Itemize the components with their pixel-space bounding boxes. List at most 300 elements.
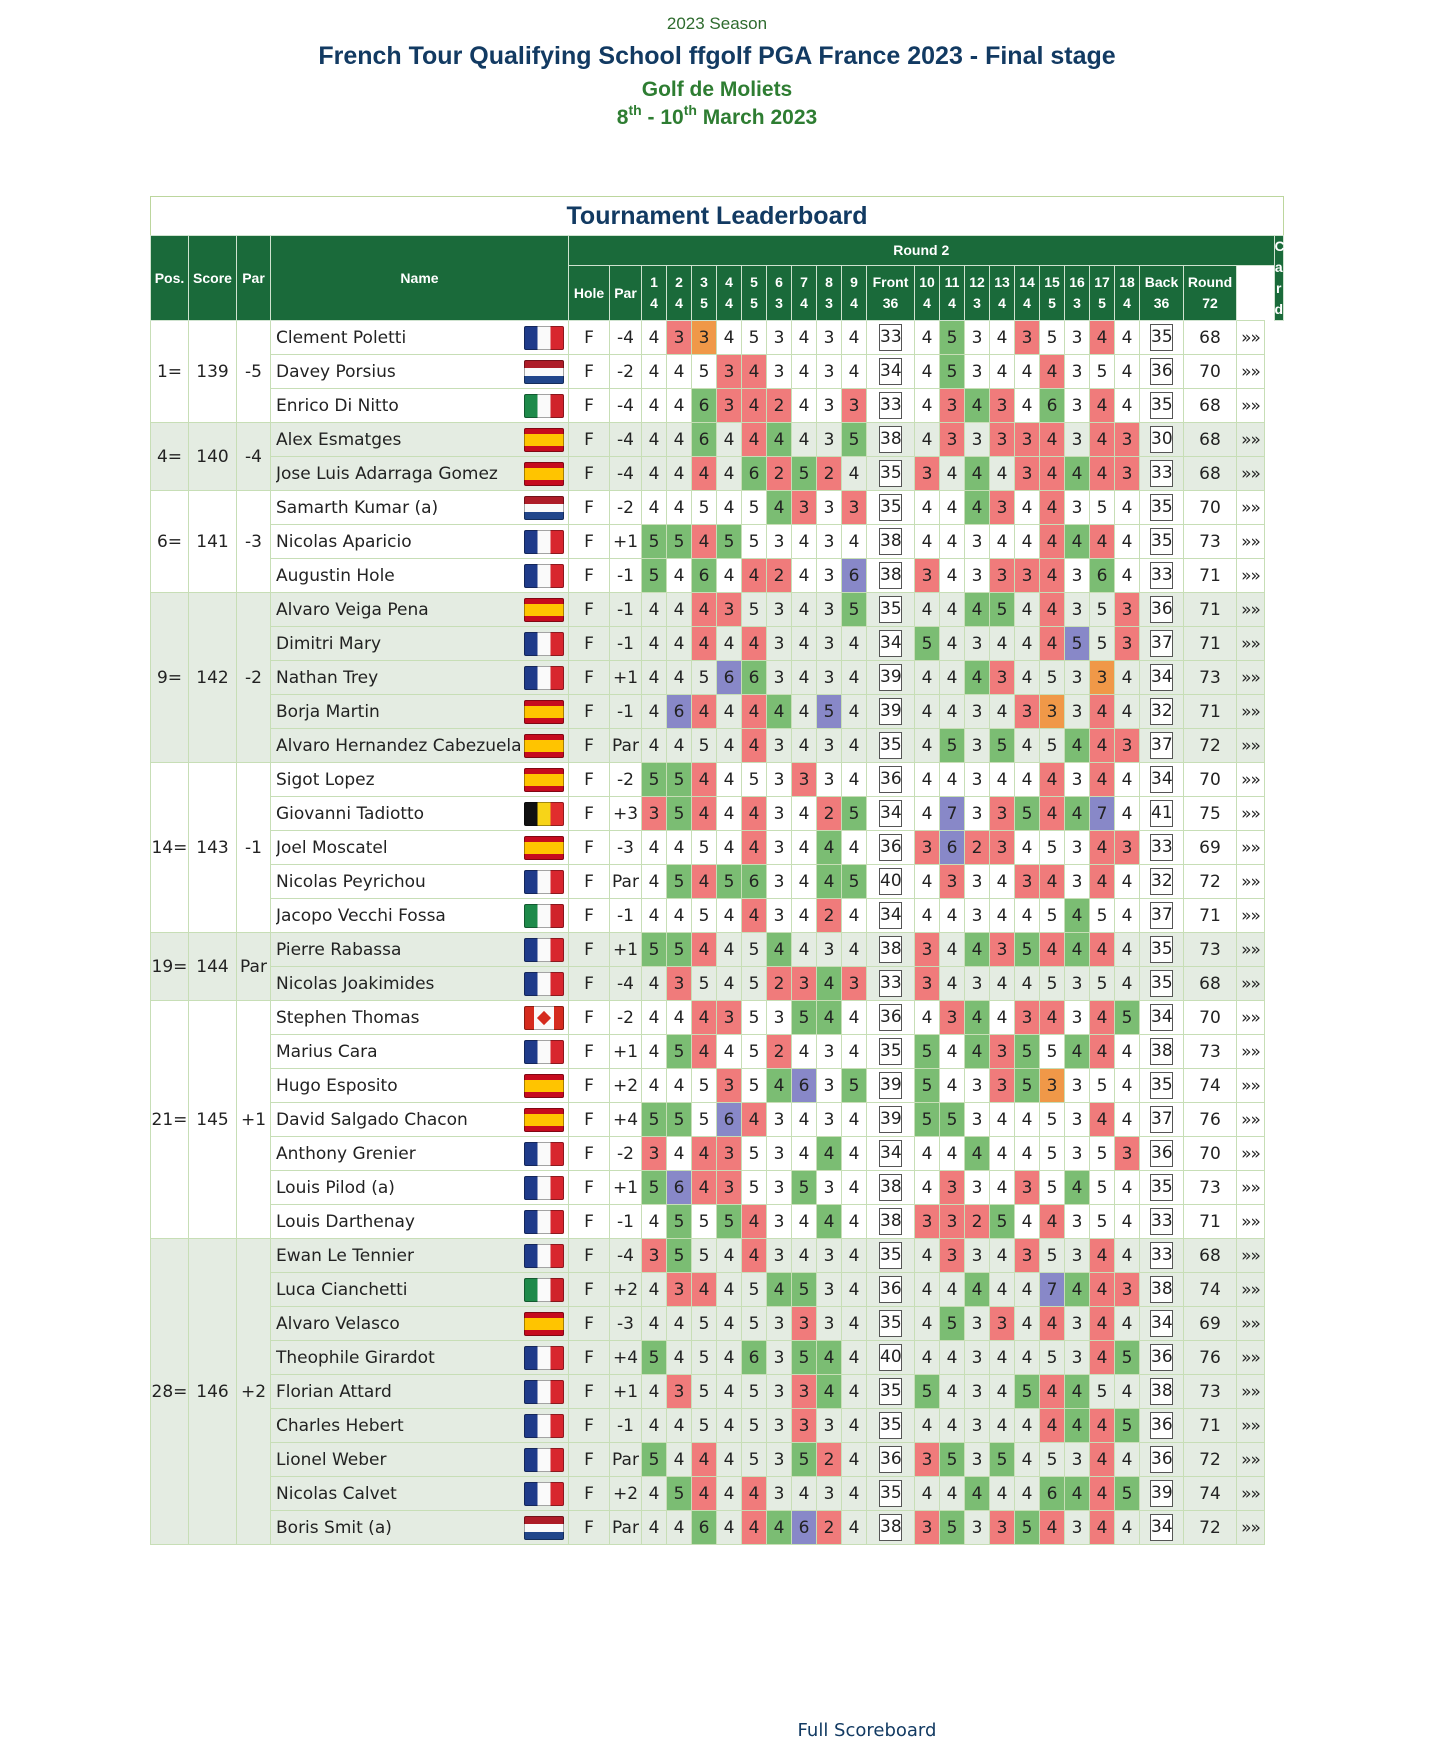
- hole-score: 3: [767, 593, 792, 627]
- player-name[interactable]: Florian Attard: [271, 1375, 569, 1409]
- hole-score: 4: [915, 1239, 940, 1273]
- player-name[interactable]: Nicolas Aparicio: [271, 525, 569, 559]
- round-to-par: -1: [610, 1205, 642, 1239]
- col-pos: Pos.: [151, 236, 189, 321]
- hole-score: 5: [817, 695, 842, 729]
- hole-score: 3: [817, 763, 842, 797]
- flag-nl-icon: [524, 1516, 564, 1540]
- hole-score: 4: [990, 1239, 1015, 1273]
- player-row[interactable]: [151, 1001, 1284, 1035]
- hole-score: 4: [1115, 1103, 1140, 1137]
- scorecard-link[interactable]: »»: [1237, 1103, 1265, 1137]
- hole-score: 4: [717, 491, 742, 525]
- scorecard-link[interactable]: »»: [1237, 1409, 1265, 1443]
- player-name[interactable]: Enrico Di Nitto: [271, 389, 569, 423]
- hole-score: 3: [1065, 593, 1090, 627]
- hole-score: 5: [667, 1035, 692, 1069]
- hole-score: 6: [692, 389, 717, 423]
- scorecard-link[interactable]: »»: [1237, 1137, 1265, 1171]
- hole-score: 6: [717, 661, 742, 695]
- hole-score: 5: [642, 933, 667, 967]
- player-row[interactable]: [151, 1137, 1284, 1171]
- scorecard-link[interactable]: »»: [1237, 1001, 1265, 1035]
- round-to-par: +1: [610, 1375, 642, 1409]
- hole-score: 3: [965, 763, 990, 797]
- hole-score: 4: [1065, 899, 1090, 933]
- player-row[interactable]: [151, 1239, 1284, 1273]
- hole-score: 4: [940, 1137, 965, 1171]
- scorecard-link[interactable]: »»: [1237, 763, 1265, 797]
- scorecard-link[interactable]: »»: [1237, 627, 1265, 661]
- hole-score: 3: [767, 321, 792, 355]
- player-name[interactable]: David Salgado Chacon: [271, 1103, 569, 1137]
- hole-score: 4: [642, 1035, 667, 1069]
- hole-score: 4: [1040, 797, 1065, 831]
- player-row[interactable]: [151, 797, 1284, 831]
- scorecard-link[interactable]: »»: [1237, 831, 1265, 865]
- hole-status: F: [569, 661, 610, 695]
- hole-score: 4: [1040, 1375, 1065, 1409]
- hole-score: 4: [1115, 1375, 1140, 1409]
- player-name[interactable]: Joel Moscatel: [271, 831, 569, 865]
- hole-score: 3: [642, 1137, 667, 1171]
- back-nine-total: 33: [1140, 457, 1184, 491]
- hole-score: 5: [742, 1137, 767, 1171]
- hole-score: 4: [767, 423, 792, 457]
- flag-fr-icon: [524, 870, 564, 894]
- hole-score: 3: [817, 525, 842, 559]
- hole-score: 5: [792, 457, 817, 491]
- player-name[interactable]: Stephen Thomas: [271, 1001, 569, 1035]
- hole-score: 6: [792, 1511, 817, 1545]
- player-row[interactable]: [151, 423, 1284, 457]
- position: 1=: [151, 321, 189, 423]
- back-nine-total: 38: [1140, 1375, 1184, 1409]
- hole-score: 5: [742, 967, 767, 1001]
- hole-score: 4: [792, 593, 817, 627]
- player-row[interactable]: [151, 593, 1284, 627]
- player-row[interactable]: [151, 321, 1284, 355]
- hole-score: 3: [1015, 1001, 1040, 1035]
- player-name[interactable]: Boris Smit (a): [271, 1511, 569, 1545]
- hole-score: 3: [642, 1239, 667, 1273]
- scorecard-link[interactable]: »»: [1237, 321, 1265, 355]
- hole-score: 3: [915, 1443, 940, 1477]
- scorecard-link[interactable]: »»: [1237, 1307, 1265, 1341]
- hole-score: 4: [642, 1409, 667, 1443]
- hole-score: 3: [965, 627, 990, 661]
- scorecard-link[interactable]: »»: [1237, 1205, 1265, 1239]
- player-name[interactable]: Alvaro Veiga Pena: [271, 593, 569, 627]
- flag-fr-icon: [524, 1176, 564, 1200]
- player-row[interactable]: [151, 1307, 1284, 1341]
- hole-score: 3: [965, 797, 990, 831]
- player-row[interactable]: [151, 1511, 1284, 1545]
- hole-score: 4: [990, 627, 1015, 661]
- hole-score: 4: [1090, 933, 1115, 967]
- hole-score: 3: [767, 831, 792, 865]
- scorecard-link[interactable]: »»: [1237, 865, 1265, 899]
- round-to-par: -4: [610, 321, 642, 355]
- hole-score: 5: [1040, 967, 1065, 1001]
- hole-score: 5: [940, 355, 965, 389]
- scorecard-link[interactable]: »»: [1237, 423, 1265, 457]
- scorecard-link[interactable]: »»: [1237, 899, 1265, 933]
- hole-score: 4: [692, 1001, 717, 1035]
- hole-score: 4: [692, 797, 717, 831]
- hole-score: 4: [642, 967, 667, 1001]
- hole-score: 3: [965, 695, 990, 729]
- hole-score: 4: [767, 1511, 792, 1545]
- scorecard-link[interactable]: »»: [1237, 1273, 1265, 1307]
- hole-score: 4: [717, 423, 742, 457]
- hole-score: 5: [742, 321, 767, 355]
- round-to-par: +1: [610, 933, 642, 967]
- player-name[interactable]: Ewan Le Tennier: [271, 1239, 569, 1273]
- hole-score: 4: [667, 1069, 692, 1103]
- player-row[interactable]: [151, 1103, 1284, 1137]
- hole-score: 4: [742, 1205, 767, 1239]
- scorecard-link[interactable]: »»: [1237, 559, 1265, 593]
- hole-score: 4: [1065, 729, 1090, 763]
- hole-score: 3: [990, 661, 1015, 695]
- hole-score: 4: [642, 1477, 667, 1511]
- player-name[interactable]: Lionel Weber: [271, 1443, 569, 1477]
- player-row[interactable]: [151, 525, 1284, 559]
- round-total: 68: [1184, 457, 1237, 491]
- hole-score: 2: [767, 559, 792, 593]
- hole-score: 4: [717, 933, 742, 967]
- player-name[interactable]: Nathan Trey: [271, 661, 569, 695]
- hole-score: 4: [792, 797, 817, 831]
- hole-score: 3: [1065, 1069, 1090, 1103]
- hole-score: 4: [792, 355, 817, 389]
- hole-score: 3: [915, 1511, 940, 1545]
- player-name[interactable]: Theophile Girardot: [271, 1341, 569, 1375]
- back-nine-total: 34: [1140, 1001, 1184, 1035]
- scorecard-link[interactable]: »»: [1237, 1375, 1265, 1409]
- hole-score: 4: [965, 933, 990, 967]
- player-name[interactable]: Nicolas Calvet: [271, 1477, 569, 1511]
- hole-score: 4: [940, 899, 965, 933]
- player-row[interactable]: [151, 1443, 1284, 1477]
- hole-score: 3: [990, 1307, 1015, 1341]
- player-name[interactable]: Dimitri Mary: [271, 627, 569, 661]
- scorecard-link[interactable]: »»: [1237, 355, 1265, 389]
- hole-score: 4: [965, 389, 990, 423]
- front-nine-total: 38: [867, 1511, 915, 1545]
- hole-score: 4: [717, 1511, 742, 1545]
- hole-score: 4: [940, 491, 965, 525]
- to-par: -1: [237, 763, 271, 933]
- hole-score: 3: [965, 1239, 990, 1273]
- back-nine-total: 35: [1140, 967, 1184, 1001]
- total-score: 140: [189, 423, 237, 491]
- player-row[interactable]: [151, 389, 1284, 423]
- scorecard-link[interactable]: »»: [1237, 967, 1265, 1001]
- hole-score: 5: [940, 1307, 965, 1341]
- player-row[interactable]: [151, 627, 1284, 661]
- hole-score: 5: [940, 729, 965, 763]
- player-row[interactable]: [151, 831, 1284, 865]
- scorecard-link[interactable]: »»: [1237, 797, 1265, 831]
- player-row[interactable]: [151, 933, 1284, 967]
- position: 28=: [151, 1239, 189, 1545]
- hole-score: 3: [1065, 695, 1090, 729]
- hole-status: F: [569, 1307, 610, 1341]
- hole-score: 3: [965, 355, 990, 389]
- front-nine-total: 33: [867, 389, 915, 423]
- hole-score: 3: [817, 321, 842, 355]
- player-row[interactable]: [151, 661, 1284, 695]
- hole-score: 3: [940, 1001, 965, 1035]
- hole-score: 4: [667, 423, 692, 457]
- hole-score: 4: [915, 525, 940, 559]
- player-name[interactable]: Louis Darthenay: [271, 1205, 569, 1239]
- player-name[interactable]: Borja Martin: [271, 695, 569, 729]
- player-row[interactable]: [151, 899, 1284, 933]
- scorecard-link[interactable]: »»: [1237, 1069, 1265, 1103]
- hole-status: F: [569, 933, 610, 967]
- hole-score: 4: [1015, 1409, 1040, 1443]
- player-name[interactable]: Clement Poletti: [271, 321, 569, 355]
- hole-score: 5: [1040, 321, 1065, 355]
- flag-es-icon: [524, 700, 564, 724]
- hole-score: 5: [1065, 627, 1090, 661]
- player-row[interactable]: [151, 491, 1284, 525]
- player-name[interactable]: Jacopo Vecchi Fossa: [271, 899, 569, 933]
- flag-fr-icon: [524, 530, 564, 554]
- scorecard-link[interactable]: »»: [1237, 1477, 1265, 1511]
- hole-score: 2: [767, 457, 792, 491]
- hole-score: 4: [1040, 491, 1065, 525]
- round-to-par: +2: [610, 1273, 642, 1307]
- hole-score: 4: [842, 1239, 867, 1273]
- player-row[interactable]: [151, 1205, 1284, 1239]
- hole-score: 4: [642, 423, 667, 457]
- flag-it-icon: [524, 1278, 564, 1302]
- hole-score: 4: [667, 899, 692, 933]
- player-name[interactable]: Alex Esmatges: [271, 423, 569, 457]
- scorecard-link[interactable]: »»: [1237, 729, 1265, 763]
- player-name[interactable]: Nicolas Joakimides: [271, 967, 569, 1001]
- hole-score: 5: [915, 627, 940, 661]
- hole-score: 4: [642, 899, 667, 933]
- hole-score: 5: [692, 491, 717, 525]
- hole-score: 5: [1040, 831, 1065, 865]
- hole-score: 3: [792, 491, 817, 525]
- player-name[interactable]: Davey Porsius: [271, 355, 569, 389]
- hole-score: 4: [1090, 1273, 1115, 1307]
- scorecard-link[interactable]: »»: [1237, 1443, 1265, 1477]
- hole-score: 4: [692, 627, 717, 661]
- hole-score: 5: [1115, 1001, 1140, 1035]
- round-total: 70: [1184, 1001, 1237, 1035]
- player-name[interactable]: Charles Hebert: [271, 1409, 569, 1443]
- hole-score: 4: [792, 865, 817, 899]
- front-nine-total: 36: [867, 763, 915, 797]
- player-name[interactable]: Louis Pilod (a): [271, 1171, 569, 1205]
- hole-score: 5: [692, 1103, 717, 1137]
- hole-score: 4: [717, 1409, 742, 1443]
- round-total: 73: [1184, 525, 1237, 559]
- player-row[interactable]: [151, 457, 1284, 491]
- player-name[interactable]: Sigot Lopez: [271, 763, 569, 797]
- hole-score: 5: [642, 1341, 667, 1375]
- front-nine-total: 35: [867, 593, 915, 627]
- player-row[interactable]: [151, 1035, 1284, 1069]
- player-name[interactable]: Samarth Kumar (a): [271, 491, 569, 525]
- scorecard-link[interactable]: »»: [1237, 1341, 1265, 1375]
- hole-score: 4: [742, 1239, 767, 1273]
- hole-score: 3: [767, 1409, 792, 1443]
- hole-score: 4: [940, 1273, 965, 1307]
- scorecard-link[interactable]: »»: [1237, 525, 1265, 559]
- hole-score: 4: [717, 1239, 742, 1273]
- hole-score: 5: [692, 831, 717, 865]
- back-nine-total: 39: [1140, 1477, 1184, 1511]
- player-row[interactable]: [151, 1477, 1284, 1511]
- player-name[interactable]: Anthony Grenier: [271, 1137, 569, 1171]
- hole-score: 4: [642, 1205, 667, 1239]
- hole-score: 4: [692, 1137, 717, 1171]
- hole-score: 4: [717, 899, 742, 933]
- player-name[interactable]: Hugo Esposito: [271, 1069, 569, 1103]
- hole-score: 4: [667, 627, 692, 661]
- hole-score: 4: [915, 797, 940, 831]
- hole-score: 4: [1015, 1205, 1040, 1239]
- position: 19=: [151, 933, 189, 1001]
- hole-score: 4: [1065, 1171, 1090, 1205]
- hole-score: 5: [1015, 1069, 1040, 1103]
- hole-score: 4: [642, 695, 667, 729]
- player-row[interactable]: [151, 763, 1284, 797]
- hole-score: 4: [742, 695, 767, 729]
- front-nine-total: 38: [867, 423, 915, 457]
- hole-score: 4: [667, 729, 692, 763]
- player-name[interactable]: Alvaro Velasco: [271, 1307, 569, 1341]
- hole-score: 5: [990, 593, 1015, 627]
- hole-score: 3: [817, 729, 842, 763]
- scorecard-link[interactable]: »»: [1237, 1511, 1265, 1545]
- hole-score: 4: [642, 831, 667, 865]
- player-row[interactable]: [151, 1273, 1284, 1307]
- hole-score: 3: [767, 1205, 792, 1239]
- hole-score: 3: [1065, 1001, 1090, 1035]
- hole-score: 4: [1015, 899, 1040, 933]
- player-row[interactable]: [151, 1375, 1284, 1409]
- player-row[interactable]: [151, 559, 1284, 593]
- player-name[interactable]: Jose Luis Adarraga Gomez: [271, 457, 569, 491]
- scorecard-link[interactable]: »»: [1237, 457, 1265, 491]
- back-nine-total: 41: [1140, 797, 1184, 831]
- hole-score: 4: [990, 763, 1015, 797]
- player-name[interactable]: Alvaro Hernandez Cabezuela: [271, 729, 569, 763]
- scorecard-link[interactable]: »»: [1237, 695, 1265, 729]
- hole-score: 4: [915, 355, 940, 389]
- scorecard-link[interactable]: »»: [1237, 491, 1265, 525]
- hole-score: 5: [792, 1001, 817, 1035]
- front-nine-total: 35: [867, 1035, 915, 1069]
- hole-score: 4: [1065, 1273, 1090, 1307]
- hole-score: 3: [1065, 661, 1090, 695]
- player-name[interactable]: Luca Cianchetti: [271, 1273, 569, 1307]
- player-row[interactable]: [151, 1341, 1284, 1375]
- hole-score: 4: [717, 1477, 742, 1511]
- player-row[interactable]: [151, 729, 1284, 763]
- hole-score: 3: [767, 865, 792, 899]
- hole-score: 5: [842, 1069, 867, 1103]
- hole-score: 4: [717, 967, 742, 1001]
- hole-score: 5: [1040, 1341, 1065, 1375]
- hole-score: 5: [915, 1103, 940, 1137]
- col-name: Name: [271, 236, 569, 321]
- player-row[interactable]: [151, 1409, 1284, 1443]
- hole-score: 2: [965, 1205, 990, 1239]
- player-name[interactable]: Pierre Rabassa: [271, 933, 569, 967]
- player-name[interactable]: Augustin Hole: [271, 559, 569, 593]
- flag-es-icon: [524, 734, 564, 758]
- scorecard-link[interactable]: »»: [1237, 1171, 1265, 1205]
- hole-score: 4: [1015, 1307, 1040, 1341]
- player-name[interactable]: Giovanni Tadiotto: [271, 797, 569, 831]
- hole-score: 4: [915, 899, 940, 933]
- full-scoreboard-link[interactable]: Full Scoreboard: [797, 1720, 937, 1741]
- player-row[interactable]: [151, 355, 1284, 389]
- hole-score: 5: [1015, 1035, 1040, 1069]
- player-name[interactable]: Nicolas Peyrichou: [271, 865, 569, 899]
- tournament-dates: 8th - 10th March 2023: [616, 102, 818, 129]
- flag-es-icon: [524, 428, 564, 452]
- hole-score: 4: [792, 525, 817, 559]
- hole-status: F: [569, 1273, 610, 1307]
- hole-score: 4: [965, 1273, 990, 1307]
- hole-score: 4: [642, 865, 667, 899]
- hole-score: 4: [692, 1035, 717, 1069]
- round-total: 74: [1184, 1069, 1237, 1103]
- hole-score: 5: [842, 423, 867, 457]
- hole-score: 4: [1015, 355, 1040, 389]
- flag-fr-icon: [524, 1142, 564, 1166]
- player-row[interactable]: [151, 865, 1284, 899]
- hole-score: 3: [1065, 491, 1090, 525]
- hole-score: 4: [742, 899, 767, 933]
- hole-status: F: [569, 1069, 610, 1103]
- round-total: 68: [1184, 423, 1237, 457]
- hole-score: 4: [1015, 661, 1040, 695]
- hole-header: 13 4: [990, 266, 1015, 321]
- leaderboard: [150, 196, 1285, 1741]
- hole-score: 5: [742, 1035, 767, 1069]
- hole-score: 3: [767, 1477, 792, 1511]
- scorecard-link[interactable]: »»: [1237, 593, 1265, 627]
- player-name[interactable]: Marius Cara: [271, 1035, 569, 1069]
- player-row[interactable]: [151, 695, 1284, 729]
- hole-score: 4: [642, 457, 667, 491]
- hole-score: 4: [915, 763, 940, 797]
- hole-score: 5: [792, 1171, 817, 1205]
- scorecard-link[interactable]: »»: [1237, 933, 1265, 967]
- hole-score: 3: [817, 593, 842, 627]
- scorecard-link[interactable]: »»: [1237, 661, 1265, 695]
- player-row[interactable]: [151, 1069, 1284, 1103]
- scorecard-link[interactable]: »»: [1237, 1239, 1265, 1273]
- scorecard-link[interactable]: »»: [1237, 1035, 1265, 1069]
- player-row[interactable]: [151, 967, 1284, 1001]
- scorecard-link[interactable]: »»: [1237, 389, 1265, 423]
- hole-score: 5: [940, 1103, 965, 1137]
- player-row[interactable]: [151, 1171, 1284, 1205]
